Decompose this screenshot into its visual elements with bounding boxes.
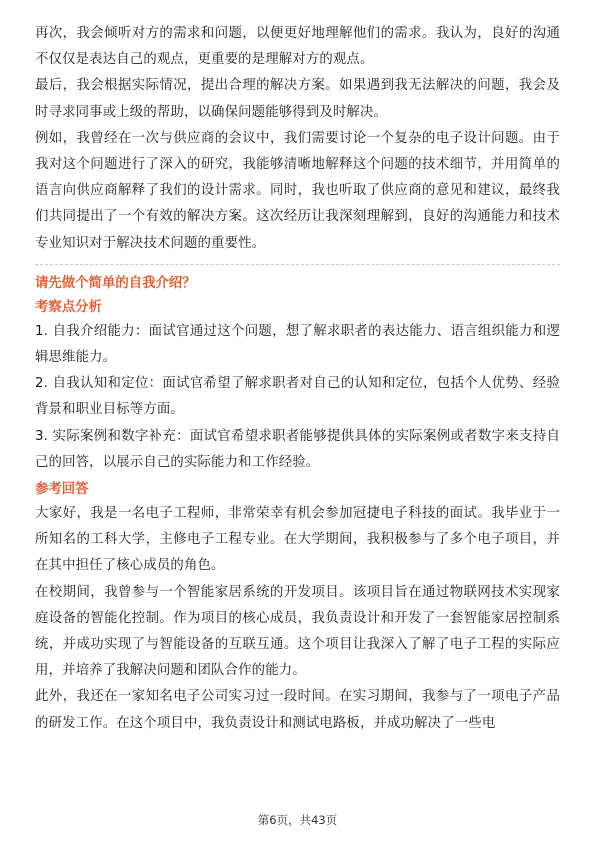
answer-paragraph: 在校期间，我曾参与一个智能家居系统的开发项目。该项目旨在通过物联网技术实现家庭设备的智能化控制。作为项目的核心成员，我负责设计和开发了一套智能家居控制系统，并成功实现了与智能设备的互联互通。这个项目让我深入了解了电子工程的实际应用，并培养了我解决问题和团队合作的能力。 — [35, 584, 560, 679]
question-heading: 请先做个简单的自我介绍？ — [35, 275, 196, 291]
paragraph: 最后，我会根据实际情况，提出合理的解决方案。如果遇到我无法解决的问题，我会及时寻求同事或上级的帮助，以确保问题能够得到及时解决。 — [35, 78, 560, 120]
analysis-item: 1. 自我介绍能力：面试官通过这个问题，想了解求职者的表达能力、语言组织能力和逻辑思维能力。 — [35, 323, 560, 366]
analysis-heading: 考察点分析 — [35, 299, 102, 315]
page-number-footer: 第6页，共43页 — [257, 813, 338, 827]
answer-paragraph: 大家好，我是一名电子工程师，非常荣幸有机会参加冠捷电子科技的面试。我毕业于一所知名的工科大学，主修电子工程专业。在大学期间，我积极参与了多个电子项目，并在其中担任了核心成员的角色。 — [35, 506, 560, 574]
paragraph: 再次，我会倾听对方的需求和问题，以便更好地理解他们的需求。我认为，良好的沟通不仅仅是表达自己的观点，更重要的是理解对方的观点。 — [35, 26, 560, 68]
answer-heading: 参考回答 — [35, 482, 89, 498]
section-divider — [35, 264, 560, 265]
page-content — [35, 21, 560, 737]
answer-paragraph: 此外，我还在一家知名电子公司实习过一段时间。在实习期间，我参与了一项电子产品的研发工作。在这个项目中，我负责设计和测试电路板，并成功解决了一些电 — [35, 689, 560, 731]
analysis-item: 2. 自我认知和定位：面试官希望了解求职者对自己的认知和定位，包括个人优势、经验背景和职业目标等方面。 — [35, 376, 560, 418]
analysis-item: 3. 实际案例和数字补充：面试官希望求职者能够提供具体的实际案例或者数字来支持自己的回答，以展示自己的实际能力和工作经验。 — [35, 428, 560, 470]
paragraph: 例如，我曾经在一次与供应商的会议中，我们需要讨论一个复杂的电子设计问题。由于我对这个问题进行了深入的研究，我能够清晰地解释这个问题的技术细节，并用简单的语言向供应商解释了我们的设计需求。同时，我也听取了供应商的意见和建议，最终我们共同提出了一个有效的解决方案。这次经历让我深刻理解到，良好的沟通能力和技术专业知识对于解决技术问题的重要性。 — [35, 130, 560, 251]
